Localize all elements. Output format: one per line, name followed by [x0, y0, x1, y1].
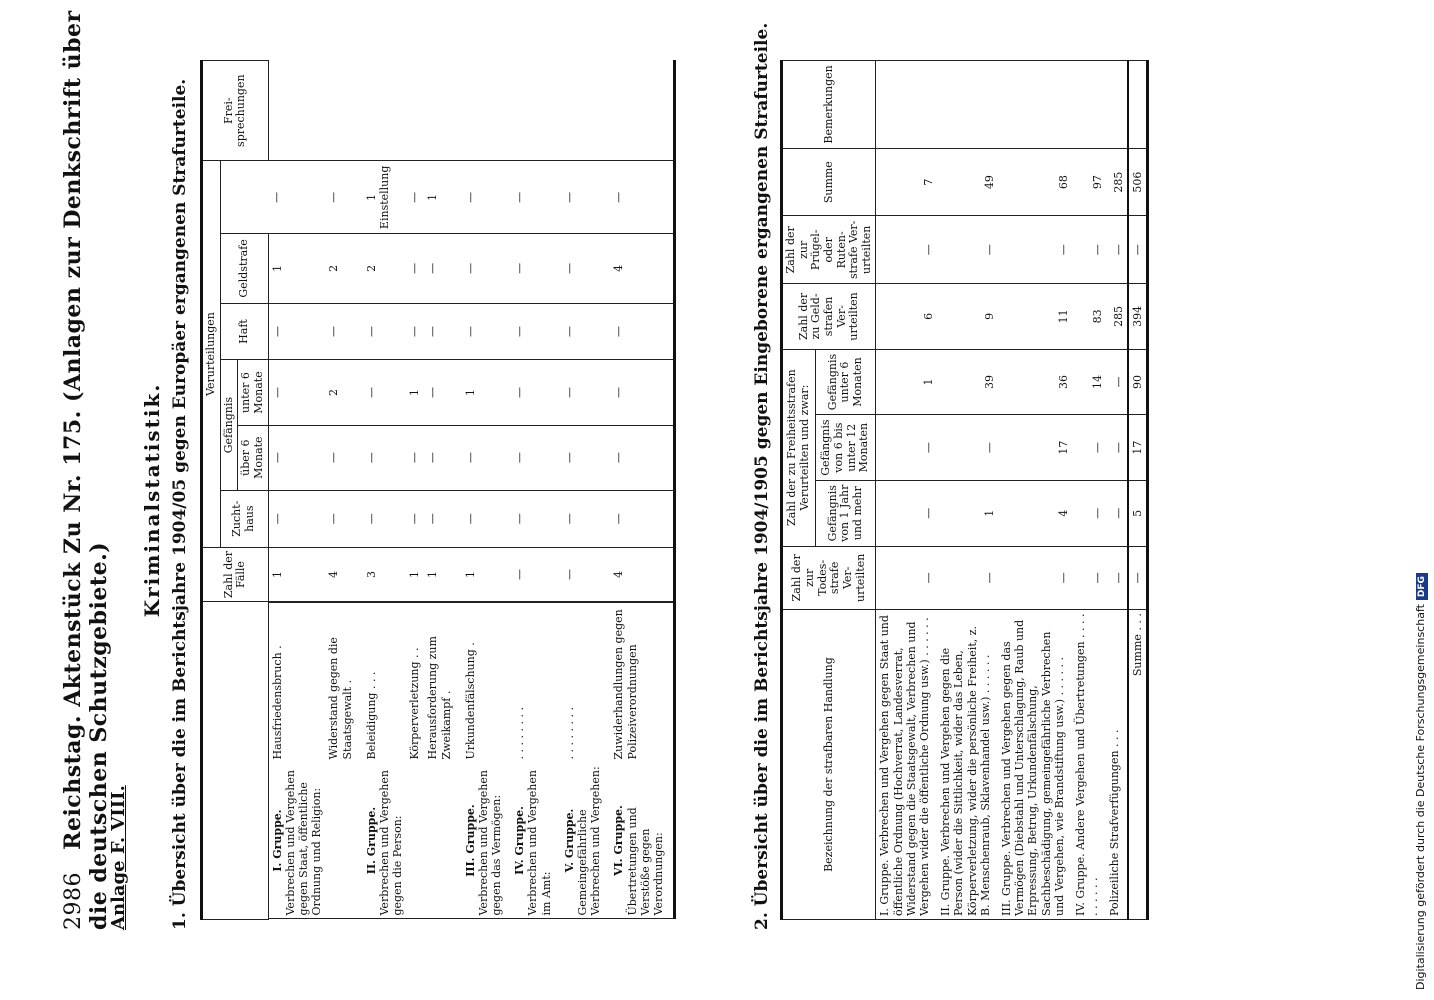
t1-cell-geld: — — [424, 234, 462, 303]
t1-cell-unter6: — — [363, 360, 407, 425]
t2-pruegel-header: Zahl der zur Prügel- oder Ruten-strafe Ver-urteilten — [782, 216, 876, 284]
t1-group-desc: Gemeingefährliche Verbrechen und Vergehen: — [575, 766, 603, 916]
t1-row — [325, 61, 363, 920]
t2-cell-geld: 6 — [876, 284, 937, 350]
t2-cell-g2: 17 — [998, 415, 1072, 481]
t1-cell-geld: — — [511, 234, 561, 303]
t1-frei-header: Frei-sprechungen — [202, 61, 269, 161]
t1-label-cell — [462, 602, 512, 919]
t2-geld-header: Zahl der zu Geld-strafen Ver-urteilten — [782, 284, 876, 350]
t2-cell-g2: — — [1072, 415, 1106, 481]
t1-cell-frei: — — [610, 161, 674, 234]
t2-cell-g3: 39 — [937, 349, 998, 415]
t2-cell-g1: — — [876, 480, 937, 546]
t2-total-g1: 5 — [1128, 480, 1148, 546]
t2-cell-bem — [998, 61, 1072, 149]
header-title: Reichstag. Aktenstück Zu Nr. 175. (Anlagen zur Denkschrift über die deutschen Schutzgebiete.) — [60, 10, 112, 930]
t1-cell-haft: — — [325, 303, 363, 360]
t1-group-desc: Verbrechen und Vergehen gegen das Vermögen: — [476, 770, 503, 916]
t2-frei-group-header: Zahl der zu Freiheitsstrafen Verurteilten und zwar: — [782, 349, 816, 546]
t1-cell-zucht: — — [424, 490, 462, 547]
t2-cell-g1: 4 — [998, 480, 1072, 546]
t1-item-name: Herausforderung zum Zweikampf . — [426, 636, 453, 760]
t2-g1-header: Gefängnis von 1 Jahr und mehr — [816, 480, 876, 546]
t1-cell-zucht: — — [561, 490, 611, 547]
t1-group-label — [365, 766, 405, 916]
t2-cell-g3: 1 — [876, 349, 937, 415]
t2-cell-tod: — — [1072, 546, 1106, 610]
t2-cell-g1: — — [1072, 480, 1106, 546]
t1-cell-zucht: — — [462, 490, 512, 547]
europeans-table — [200, 60, 676, 920]
t1-cell-frei: — — [462, 161, 512, 234]
t2-g3-header: Gefängnis unter 6 Monaten — [816, 349, 876, 415]
t1-group-title: IV. Gruppe. — [513, 806, 527, 875]
t2-row — [876, 61, 937, 920]
t2-cell-bem — [1072, 61, 1106, 149]
t1-cell-frei: 1 — [424, 161, 462, 234]
t2-total-summe: 506 — [1128, 148, 1148, 216]
t1-cell-zucht: — — [325, 490, 363, 547]
t2-total-pruegel: — — [1128, 216, 1148, 284]
t2-label-cell: Polizeiliche Strafverfügungen . . . — [1106, 610, 1128, 920]
t1-cases-header: Zahl der Fälle — [202, 547, 269, 602]
t1-cell-cases: 4 — [325, 547, 363, 602]
t1-cell-ueber6: — — [424, 425, 462, 490]
t1-cell-zucht: — — [363, 490, 407, 547]
t1-row — [268, 61, 325, 920]
t1-row — [610, 61, 674, 920]
t1-group-label — [612, 766, 665, 916]
t2-total-row — [1128, 61, 1148, 920]
t1-group-title: III. Gruppe. — [463, 804, 477, 877]
t2-total-bem — [1128, 61, 1148, 149]
t2-row — [1106, 61, 1128, 920]
t2-cell-tod: — — [937, 546, 998, 610]
t1-cell-zucht: — — [610, 490, 674, 547]
t1-cell-haft: — — [610, 303, 674, 360]
t1-cell-ueber6: — — [325, 425, 363, 490]
t1-item-name: Hausfriedensbruch . — [270, 645, 284, 760]
t2-cell-g3: — — [1106, 349, 1128, 415]
credit-text: Digitalisierung gefördert durch die Deutsche Forschungsgemeinschaft — [1414, 604, 1427, 990]
page-number: 2986 — [61, 872, 86, 930]
t1-cell-unter6: — — [424, 360, 462, 425]
anlage-label: Anlage F. VIII. — [108, 785, 129, 930]
t1-group-label — [513, 766, 553, 916]
t1-cell-ueber6: — — [462, 425, 512, 490]
t1-cell-geld: — — [406, 234, 424, 303]
t1-cell-zucht: — — [406, 490, 424, 547]
t1-cell-geld: — — [561, 234, 611, 303]
main-title: Kriminalstatistik. — [140, 382, 164, 618]
t2-row — [998, 61, 1072, 920]
t2-cell-summe: 7 — [876, 148, 937, 216]
t1-cell-haft: — — [462, 303, 512, 360]
t1-item-name: Beleidigung . . . — [364, 671, 378, 760]
t1-group-title: II. Gruppe. — [364, 806, 378, 875]
t1-cell-haft: — — [363, 303, 407, 360]
t1-cell-geld: 2 — [325, 234, 363, 303]
t1-cell-frei: — — [325, 161, 363, 234]
t2-cell-g3: 14 — [1072, 349, 1106, 415]
t1-group-title: V. Gruppe. — [562, 808, 576, 873]
t1-cell-unter6: — — [511, 360, 561, 425]
table2-title: 2. Übersicht über die im Berichtsjahre 1904/1905 gegen Eingeborene ergangenen Strafurteile. — [752, 22, 772, 930]
t1-cell-ueber6: — — [511, 425, 561, 490]
t1-cell-cases: — — [511, 547, 561, 602]
t1-group-label — [327, 766, 355, 916]
t1-cell-geld: 4 — [610, 234, 674, 303]
t1-group-desc: Verbrechen und Vergehen gegen Staat, öffentliche Ordnung und Religion: — [283, 770, 324, 916]
t2-cell-geld: 9 — [937, 284, 998, 350]
t1-cell-zucht: — — [511, 490, 561, 547]
t1-cell-geld: — — [462, 234, 512, 303]
t1-cell-geld: 1 — [268, 234, 325, 303]
t1-cell-ueber6: — — [363, 425, 407, 490]
t1-row — [511, 61, 561, 920]
t1-row — [363, 61, 407, 920]
t1-cell-unter6: 1 — [406, 360, 424, 425]
t1-group-desc: Verbrechen und Vergehen gegen die Person: — [378, 770, 405, 916]
t2-cell-summe: 49 — [937, 148, 998, 216]
t1-cell-frei: — — [561, 161, 611, 234]
t1-item-name: Widerstand gegen die Staatsgewalt . — [327, 637, 355, 760]
t1-cell-unter6: — — [561, 360, 611, 425]
t1-group-label — [271, 766, 324, 916]
t1-label-cell — [511, 602, 561, 919]
t1-item-name: . . . . . . . . — [513, 707, 527, 760]
t1-group-desc: Übertretungen und Verstöße gegen Verordnungen: — [625, 807, 665, 916]
t2-cell-geld: 11 — [998, 284, 1072, 350]
t2-total-tod: — — [1128, 546, 1148, 610]
t2-bem-header: Bemerkungen — [782, 61, 876, 149]
t2-cell-geld: 285 — [1106, 284, 1128, 350]
t1-row — [462, 61, 512, 920]
t1-zuchthaus-header: Zucht-haus — [220, 490, 268, 547]
t2-total-g3: 90 — [1128, 349, 1148, 415]
t1-label-cell — [363, 602, 407, 919]
t1-cell-cases: 1 — [268, 547, 325, 602]
t2-cell-pruegel: — — [937, 216, 998, 284]
t1-verurteilungen-header: Verurteilungen — [202, 161, 221, 547]
t2-bez-header: Bezeichnung der strafbaren Handlung — [782, 610, 876, 920]
t1-item-name: Zuwiderhandlungen gegen Polizeiverordnungen — [612, 609, 640, 760]
t1-group-title: I. Gruppe. — [270, 809, 284, 872]
t2-cell-pruegel: — — [876, 216, 937, 284]
t2-total-label: Summe . . . — [1128, 610, 1148, 920]
t1-row — [561, 61, 611, 920]
t2-cell-g2: — — [876, 415, 937, 481]
t2-label-cell: II. Gruppe. Verbrechen und Vergehen gegen die Person (wider die Sittlichkeit, wider das Leben, Körperverletzung, wider die persönliche Freiheit, z. B. Menschenraub, Sklavenhandel usw.) . . . . . . — [937, 610, 998, 920]
t1-cell-cases: 1 — [424, 547, 462, 602]
t1-cell-zucht: — — [268, 490, 325, 547]
t1-cell-geld: 2 — [363, 234, 407, 303]
t2-tod-header: Zahl der zur Todes-strafe Ver-urteilten — [782, 546, 876, 610]
page-header — [60, 0, 112, 930]
t2-cell-geld: 83 — [1072, 284, 1106, 350]
t1-group-label — [408, 766, 422, 916]
t1-cell-ueber6: — — [268, 425, 325, 490]
t1-cell-unter6: 1 — [462, 360, 512, 425]
t2-cell-tod: — — [998, 546, 1072, 610]
t2-cell-g2: — — [937, 415, 998, 481]
t2-cell-g2: — — [1106, 415, 1128, 481]
t1-cell-ueber6: — — [406, 425, 424, 490]
t2-cell-summe: 97 — [1072, 148, 1106, 216]
t2-cell-bem — [876, 61, 937, 149]
t2-cell-pruegel: — — [998, 216, 1072, 284]
t1-cell-haft: — — [511, 303, 561, 360]
t2-body — [876, 61, 1148, 920]
t2-total-geld: 394 — [1128, 284, 1148, 350]
t1-label-cell — [561, 602, 611, 919]
t1-item-name: . . . . . . . . — [562, 707, 576, 760]
digitization-credit — [1414, 573, 1428, 990]
t1-label-cell — [269, 602, 326, 919]
t2-cell-g1: 1 — [937, 480, 998, 546]
t2-label-cell: IV. Gruppe. Andere Vergehen und Übertretungen . . . . . . . . . . — [1072, 610, 1106, 920]
dfg-logo: DFG — [1416, 573, 1428, 600]
t1-item-name: Körperverletzung . . — [408, 647, 422, 760]
t1-cell-haft: — — [424, 303, 462, 360]
t2-cell-summe: 68 — [998, 148, 1072, 216]
t1-cell-frei: 1 Einstellung — [363, 161, 407, 234]
t1-geld-header: Geldstrafe — [220, 234, 268, 303]
t1-group-desc: Verbrechen und Vergehen im Amt: — [526, 770, 553, 916]
t1-ueber6-header: über 6 Monate — [238, 425, 268, 490]
t1-label-cell — [610, 602, 673, 919]
t1-cell-unter6: — — [610, 360, 674, 425]
t1-cell-cases: 1 — [406, 547, 424, 602]
t1-group-label — [563, 766, 603, 916]
t1-unter6-header: unter 6 Monate — [238, 360, 268, 425]
natives-table — [780, 60, 1149, 920]
t2-cell-bem — [1106, 61, 1128, 149]
t2-row — [1072, 61, 1106, 920]
t1-cell-cases: 4 — [610, 547, 674, 602]
t1-cell-frei: — — [511, 161, 561, 234]
t1-row — [406, 61, 424, 920]
t2-cell-g1: — — [1106, 480, 1128, 546]
t2-total-g2: 17 — [1128, 415, 1148, 481]
t1-cell-cases: 3 — [363, 547, 407, 602]
t1-group-label — [464, 766, 504, 916]
t2-g2-header: Gefängnis von 6 bis unter 12 Monaten — [816, 415, 876, 481]
t1-cell-unter6: 2 — [325, 360, 363, 425]
t1-cell-frei: — — [406, 161, 424, 234]
t1-row — [424, 61, 462, 920]
t2-summe-header: Summe — [782, 148, 876, 216]
t1-blank-header — [202, 602, 269, 920]
t2-cell-tod: — — [1106, 546, 1128, 610]
t1-item-name: Urkundenfälschung . — [463, 642, 477, 760]
t1-label-cell — [325, 602, 363, 919]
t1-cell-frei: — — [268, 161, 325, 234]
t2-cell-bem — [937, 61, 998, 149]
t2-label-cell: III. Gruppe. Verbrechen und Vergehen gegen das Vermögen (Diebstahl und Unterschlagung, Raub und Erpressung, Betrug, Urkundenfälschung, Sachbeschädigung, gemeingefährliche Verbrechen und Vergehen, wie Brandstiftung usw.) . . . . . . — [998, 610, 1072, 920]
t1-haft-header: Haft — [220, 303, 268, 360]
t1-label-cell — [424, 602, 462, 919]
t1-label-cell — [406, 602, 424, 919]
t2-label-cell: I. Gruppe. Verbrechen und Vergehen gegen Staat und öffentliche Ordnung (Hochverrat, Landesverrat, Widerstand gegen die Staatsgewalt, Verbrechen und Vergehen wider die öffentliche Ordnung usw.) . . . . . . — [876, 610, 937, 920]
t2-cell-pruegel: — — [1072, 216, 1106, 284]
t1-group-label — [426, 766, 454, 916]
t2-cell-pruegel: — — [1106, 216, 1128, 284]
t1-cell-ueber6: — — [610, 425, 674, 490]
t2-cell-summe: 285 — [1106, 148, 1128, 216]
t1-cell-ueber6: — — [561, 425, 611, 490]
t1-gefaengnis-header: Gefängnis — [220, 360, 238, 490]
t1-cell-haft: — — [406, 303, 424, 360]
t1-body — [268, 61, 675, 920]
t1-group-title: VI. Gruppe. — [612, 805, 626, 876]
t2-row — [937, 61, 998, 920]
t2-cell-g3: 36 — [998, 349, 1072, 415]
t1-cell-cases: — — [561, 547, 611, 602]
t1-cell-unter6: — — [268, 360, 325, 425]
t1-cell-haft: — — [268, 303, 325, 360]
table1-title: 1. Übersicht über die im Berichtsjahre 1904/05 gegen Europäer ergangenen Strafurteile. — [170, 78, 190, 930]
t2-cell-tod: — — [876, 546, 937, 610]
t1-cell-cases: 1 — [462, 547, 512, 602]
t1-cell-haft: — — [561, 303, 611, 360]
